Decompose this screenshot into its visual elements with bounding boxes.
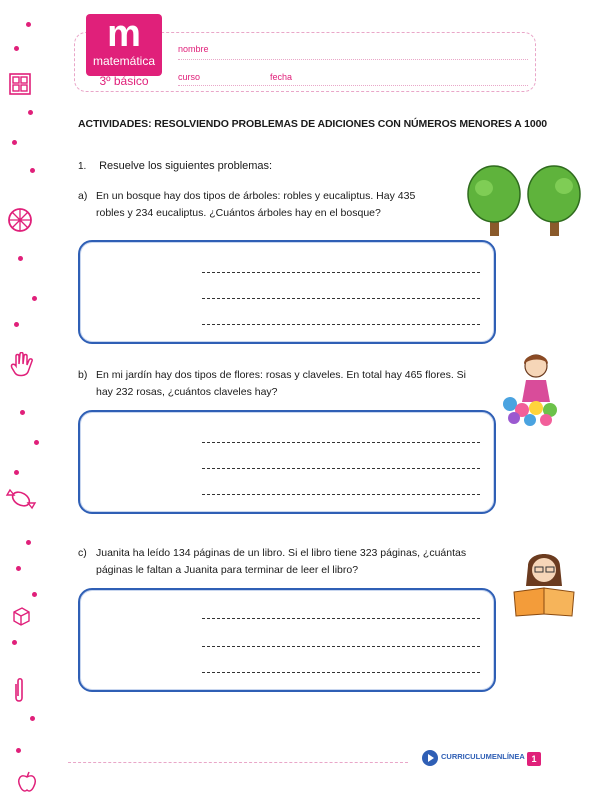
problem-text-line2: hay 232 rosas, ¿cuántos claveles hay? [96, 386, 278, 398]
problem-label: b) [78, 369, 88, 381]
problem-text-line1: En mi jardín hay dos tipos de flores: rosas y claveles. En total hay 465 flores. Si [96, 369, 467, 381]
paperclip-icon [10, 676, 28, 706]
answer-line[interactable] [202, 493, 480, 495]
grade-label: 3º básico [99, 74, 149, 88]
page-title: ACTIVIDADES: RESOLVIENDO PROBLEMAS DE ADICIONES CON NÚMEROS MENORES A 1000 [78, 118, 548, 130]
grid-icon [8, 72, 32, 96]
answer-line[interactable] [202, 297, 480, 299]
curriculum-play-icon [422, 750, 438, 766]
instruction-text: Resuelve los siguientes problemas: [99, 160, 273, 172]
name-field[interactable] [178, 58, 528, 60]
answer-line[interactable] [202, 441, 480, 443]
candy-icon [4, 486, 38, 512]
course-label: curso [178, 72, 201, 82]
problem-text-line2: robles y 234 eucaliptus. ¿Cuántos árboles hay en el bosque? [96, 207, 381, 219]
logo-subject: matemática [92, 54, 156, 68]
trees-illustration [464, 160, 588, 240]
apple-icon [16, 770, 38, 794]
girl-with-flowers-illustration [500, 346, 564, 426]
problem-b [78, 367, 498, 403]
curriculum-brand: CURRICULUMENLÍNEA [441, 752, 525, 761]
logo-letter: m [107, 13, 141, 55]
answer-box-c[interactable] [78, 588, 496, 692]
problem-label: c) [78, 547, 87, 559]
answer-box-b[interactable] [78, 410, 496, 514]
answer-line[interactable] [202, 617, 480, 619]
answer-box-a[interactable] [78, 240, 496, 344]
problem-text-line1: En un bosque hay dos tipos de árboles: robles y eucaliptus. Hay 435 [96, 190, 416, 202]
instruction [78, 160, 272, 172]
answer-line[interactable] [202, 271, 480, 273]
instruction-number: 1. [78, 161, 87, 172]
problem-text-line2: páginas le faltan a Juanita para terminar de leer el libro? [96, 564, 359, 576]
problem-label: a) [78, 190, 88, 202]
answer-line[interactable] [202, 323, 480, 325]
page-number: 1 [527, 752, 541, 766]
hand-icon [8, 352, 36, 378]
answer-line[interactable] [202, 467, 480, 469]
answer-line[interactable] [202, 671, 480, 673]
answer-line[interactable] [202, 645, 480, 647]
problem-a [78, 188, 458, 224]
date-label: fecha [270, 72, 293, 82]
name-label: nombre [178, 44, 209, 54]
cube-icon [10, 604, 32, 626]
problem-c [78, 545, 498, 581]
girl-reading-illustration [508, 546, 584, 620]
problem-text-line1: Juanita ha leído 134 páginas de un libro. Si el libro tiene 323 páginas, ¿cuántas [96, 547, 467, 559]
course-date-field[interactable] [178, 84, 528, 86]
footer-divider [68, 762, 408, 763]
pie-wheel-icon [6, 206, 34, 234]
